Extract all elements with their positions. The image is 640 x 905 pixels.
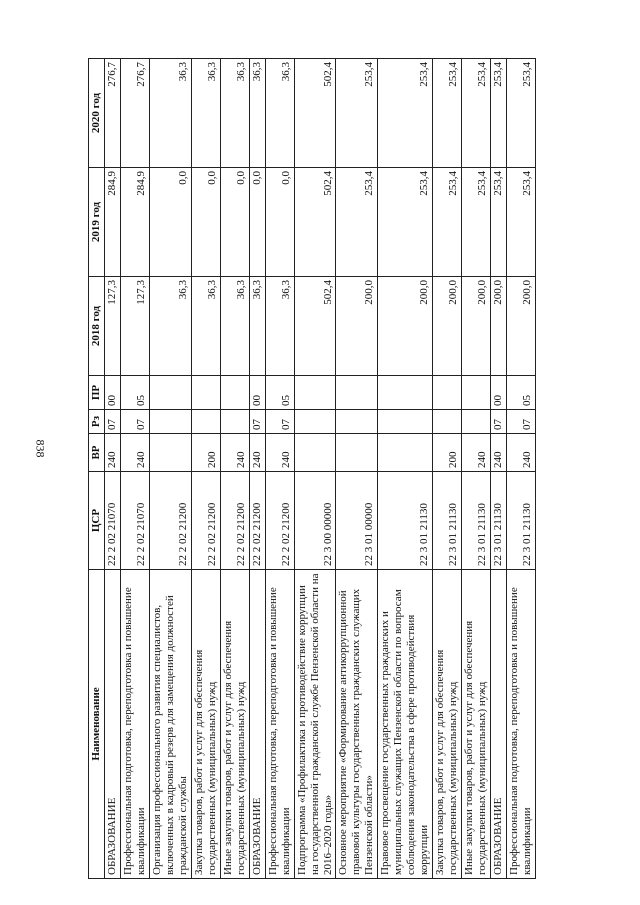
cell-pr: 00 xyxy=(104,376,120,410)
cell-vr: 240 xyxy=(249,434,265,472)
cell-vr xyxy=(294,434,336,472)
cell-rz: 07 xyxy=(120,410,149,434)
cell-csr: 22 3 01 21130 xyxy=(507,472,536,570)
cell-2018: 502,4 xyxy=(294,277,336,376)
table-header-row xyxy=(89,59,105,879)
cell-pr xyxy=(462,376,491,410)
cell-2018: 36,3 xyxy=(191,277,220,376)
cell-2018: 200,0 xyxy=(336,277,378,376)
cell-2020: 253,4 xyxy=(491,59,507,168)
table-row xyxy=(294,59,336,879)
header-2020: 2020 год xyxy=(89,59,105,168)
cell-vr xyxy=(378,434,433,472)
cell-2019: 0,0 xyxy=(220,168,249,277)
cell-vr: 200 xyxy=(191,434,220,472)
cell-name: Профессиональная подготовка, переподготовка и повышение квалификации xyxy=(265,570,294,879)
cell-name: Иные закупки товаров, работ и услуг для обеспечения государственных (муниципальных) нужд xyxy=(220,570,249,879)
rotated-table-container xyxy=(88,59,550,879)
cell-2020: 253,4 xyxy=(507,59,536,168)
cell-name: Профессиональная подготовка, переподготовка и повышение квалификации xyxy=(507,570,536,879)
cell-2020: 276,7 xyxy=(120,59,149,168)
cell-2019: 253,4 xyxy=(507,168,536,277)
cell-2019: 253,4 xyxy=(378,168,433,277)
cell-2020: 502,4 xyxy=(294,59,336,168)
cell-name: Правовое просвещение государственных гражданских и муниципальных служащих Пензенской области по вопросам соблюдения законодательства в сфере противодействия коррупции xyxy=(378,570,433,879)
header-2018: 2018 год xyxy=(89,277,105,376)
cell-pr: 00 xyxy=(491,376,507,410)
cell-2019: 284,9 xyxy=(104,168,120,277)
cell-2018: 36,3 xyxy=(220,277,249,376)
table-row xyxy=(491,59,507,879)
cell-vr: 240 xyxy=(104,434,120,472)
cell-2019: 253,4 xyxy=(462,168,491,277)
cell-2020: 253,4 xyxy=(378,59,433,168)
cell-2019: 253,4 xyxy=(336,168,378,277)
cell-name: ОБРАЗОВАНИЕ xyxy=(249,570,265,879)
table-row xyxy=(507,59,536,879)
cell-pr: 05 xyxy=(507,376,536,410)
cell-rz: 07 xyxy=(104,410,120,434)
header-2019: 2019 год xyxy=(89,168,105,277)
cell-2020: 276,7 xyxy=(104,59,120,168)
cell-2020: 253,4 xyxy=(433,59,462,168)
cell-rz: 07 xyxy=(265,410,294,434)
cell-2018: 200,0 xyxy=(491,277,507,376)
cell-pr xyxy=(220,376,249,410)
cell-vr xyxy=(149,434,191,472)
header-vr: ВР xyxy=(89,434,105,472)
cell-vr: 240 xyxy=(462,434,491,472)
cell-name: ОБРАЗОВАНИЕ xyxy=(491,570,507,879)
cell-csr: 22 3 01 21130 xyxy=(378,472,433,570)
cell-2019: 0,0 xyxy=(149,168,191,277)
cell-2020: 36,3 xyxy=(149,59,191,168)
cell-vr: 240 xyxy=(265,434,294,472)
cell-csr: 22 2 02 21200 xyxy=(191,472,220,570)
cell-rz xyxy=(378,410,433,434)
page-number: 838 xyxy=(33,439,48,458)
cell-name: Закупка товаров, работ и услуг для обеспечения государственных (муниципальных) нужд xyxy=(191,570,220,879)
cell-2019: 284,9 xyxy=(120,168,149,277)
cell-rz: 07 xyxy=(491,410,507,434)
cell-name: ОБРАЗОВАНИЕ xyxy=(104,570,120,879)
cell-csr: 22 3 00 00000 xyxy=(294,472,336,570)
table-body xyxy=(104,59,535,879)
cell-2019: 0,0 xyxy=(265,168,294,277)
cell-rz xyxy=(462,410,491,434)
cell-vr: 240 xyxy=(120,434,149,472)
cell-csr: 22 2 02 21200 xyxy=(249,472,265,570)
cell-name: Закупка товаров, работ и услуг для обеспечения государственных (муниципальных) нужд xyxy=(433,570,462,879)
cell-vr: 240 xyxy=(507,434,536,472)
cell-2018: 200,0 xyxy=(507,277,536,376)
cell-csr: 22 3 01 21130 xyxy=(491,472,507,570)
cell-name: Профессиональная подготовка, переподготовка и повышение квалификации xyxy=(120,570,149,879)
cell-rz xyxy=(220,410,249,434)
cell-csr: 22 2 02 21070 xyxy=(104,472,120,570)
cell-2018: 200,0 xyxy=(378,277,433,376)
header-name: Наименование xyxy=(89,570,105,879)
cell-vr xyxy=(336,434,378,472)
cell-pr xyxy=(149,376,191,410)
table-row xyxy=(265,59,294,879)
table-row xyxy=(433,59,462,879)
cell-2019: 0,0 xyxy=(191,168,220,277)
cell-name: Иные закупки товаров, работ и услуг для обеспечения государственных (муниципальных) нужд xyxy=(462,570,491,879)
cell-rz xyxy=(294,410,336,434)
cell-pr: 05 xyxy=(120,376,149,410)
cell-rz: 07 xyxy=(507,410,536,434)
cell-2019: 253,4 xyxy=(433,168,462,277)
cell-pr: 00 xyxy=(249,376,265,410)
cell-name: Основное мероприятие «Формирование антикоррупционной правовой культуры государственных гражданских служащих Пензенской области» xyxy=(336,570,378,879)
cell-csr: 22 2 02 21200 xyxy=(265,472,294,570)
table-row xyxy=(462,59,491,879)
cell-2020: 36,3 xyxy=(191,59,220,168)
cell-2018: 36,3 xyxy=(265,277,294,376)
cell-pr xyxy=(294,376,336,410)
table-row xyxy=(120,59,149,879)
table-row xyxy=(249,59,265,879)
cell-rz xyxy=(336,410,378,434)
cell-csr: 22 2 02 21200 xyxy=(149,472,191,570)
cell-2018: 200,0 xyxy=(462,277,491,376)
cell-2018: 200,0 xyxy=(433,277,462,376)
table-row xyxy=(220,59,249,879)
cell-2019: 253,4 xyxy=(491,168,507,277)
cell-vr: 240 xyxy=(220,434,249,472)
cell-2020: 253,4 xyxy=(336,59,378,168)
cell-name: Подпрограмма «Профилактика и противодействие коррупции на государственной гражданской службе Пензенской области на 2016–2020 годы» xyxy=(294,570,336,879)
cell-pr xyxy=(191,376,220,410)
cell-rz: 07 xyxy=(249,410,265,434)
cell-2020: 253,4 xyxy=(462,59,491,168)
cell-rz xyxy=(149,410,191,434)
table-row xyxy=(336,59,378,879)
cell-csr: 22 3 01 21130 xyxy=(433,472,462,570)
cell-name: Организация профессионального развития специалистов, включенных в кадровый резерв для замещения должностей гражданской службы xyxy=(149,570,191,879)
cell-csr: 22 2 02 21200 xyxy=(220,472,249,570)
table-row xyxy=(149,59,191,879)
cell-csr: 22 3 01 00000 xyxy=(336,472,378,570)
cell-rz xyxy=(191,410,220,434)
cell-csr: 22 2 02 21070 xyxy=(120,472,149,570)
cell-2018: 127,3 xyxy=(120,277,149,376)
cell-pr xyxy=(336,376,378,410)
cell-pr xyxy=(378,376,433,410)
cell-vr: 200 xyxy=(433,434,462,472)
cell-2020: 36,3 xyxy=(220,59,249,168)
cell-vr: 240 xyxy=(491,434,507,472)
table-row xyxy=(104,59,120,879)
cell-pr xyxy=(433,376,462,410)
header-rz: Рз xyxy=(89,410,105,434)
cell-2019: 502,4 xyxy=(294,168,336,277)
cell-csr: 22 3 01 21130 xyxy=(462,472,491,570)
budget-table xyxy=(88,58,536,879)
cell-2020: 36,3 xyxy=(265,59,294,168)
header-csr: ЦСР xyxy=(89,472,105,570)
table-row xyxy=(378,59,433,879)
cell-2019: 0,0 xyxy=(249,168,265,277)
cell-rz xyxy=(433,410,462,434)
cell-2020: 36,3 xyxy=(249,59,265,168)
header-pr: ПР xyxy=(89,376,105,410)
table-row xyxy=(191,59,220,879)
cell-2018: 36,3 xyxy=(149,277,191,376)
cell-pr: 05 xyxy=(265,376,294,410)
cell-2018: 36,3 xyxy=(249,277,265,376)
cell-2018: 127,3 xyxy=(104,277,120,376)
